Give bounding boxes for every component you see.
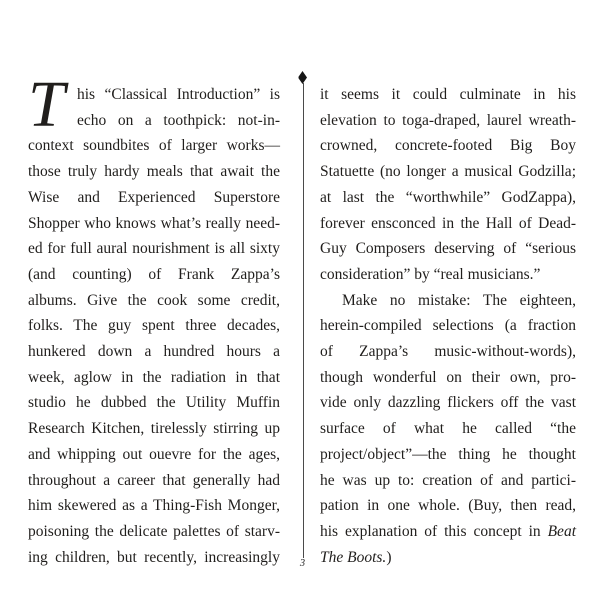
text-line: forever ensconced in the Hall of Dead- bbox=[320, 214, 576, 232]
text-line: ing children, but recently, increasingly bbox=[28, 548, 280, 566]
text-line: folks. The guy spent three decades, bbox=[28, 317, 280, 335]
text-line: The Boots.) bbox=[320, 548, 392, 566]
page-number: 3 bbox=[299, 558, 306, 569]
text-line: consideration” by “real musicians.” bbox=[320, 265, 541, 283]
text-line: Shopper who knows what’s really need- bbox=[28, 214, 280, 232]
text-line: hunkered down a hundred hours a bbox=[28, 343, 280, 361]
column-divider bbox=[297, 71, 308, 558]
text-line: surface of what he called “the bbox=[320, 420, 576, 438]
text-line: herein-compiled selections (a fraction bbox=[320, 317, 576, 335]
text-line: ed for full aural nourishment is all sixty bbox=[28, 240, 280, 258]
text-line: Research Kitchen, tirelessly stirring up bbox=[28, 420, 280, 438]
text-line: (and counting) of Frank Zappa’s bbox=[28, 265, 280, 283]
text-line: context soundbites of larger works— bbox=[28, 137, 280, 155]
text-line: throughout a career that generally had bbox=[28, 471, 280, 489]
text-line: of Zappa’s music-without-words), bbox=[320, 343, 576, 361]
text-line: though wonderful on their own, pro- bbox=[320, 368, 576, 386]
text-line: it seems it could culminate in his bbox=[320, 86, 576, 103]
text-line: Make no mistake: The eighteen, bbox=[342, 291, 576, 309]
right-column bbox=[320, 82, 576, 570]
text-line: and whipping out ouevre for the ages, bbox=[28, 445, 280, 463]
drop-cap: T bbox=[28, 68, 65, 141]
text-line: echo on a toothpick: not-in- bbox=[77, 111, 280, 129]
text-line: his “Classical Introduction” is bbox=[77, 86, 280, 103]
text-line: albums. Give the cook some credit, bbox=[28, 291, 280, 309]
text-line: those truly hardy meals that await the bbox=[28, 163, 280, 181]
text-line: poisoning the delicate palettes of starv- bbox=[28, 522, 280, 540]
text-line: Guy Composers deserving of “serious bbox=[320, 240, 576, 258]
text-line: him skewered as a Thing-Fish Monger, bbox=[28, 497, 280, 515]
text-line: week, aglow in the radiation in that bbox=[28, 368, 280, 386]
text-line: Statuette (no longer a musical Godzilla; bbox=[320, 163, 576, 181]
text-line: elevation to toga-draped, laurel wreath- bbox=[320, 111, 576, 129]
text-line: studio he dubbed the Utility Muffin bbox=[28, 394, 280, 412]
text-line: his explanation of this concept in Beat bbox=[320, 522, 576, 540]
text-line: Wise and Experienced Superstore bbox=[28, 188, 280, 206]
text-line: project/object”—the thing he thought bbox=[320, 445, 576, 463]
text-line: he was up to: creation of and partici- bbox=[320, 471, 576, 489]
text-line: vide only dazzling flickers off the vast bbox=[320, 394, 576, 412]
text-line: pation in one whole. (Buy, then read, bbox=[320, 497, 576, 515]
text-line: at last the “worthwhile” GodZappa), bbox=[320, 188, 576, 206]
left-column bbox=[28, 68, 280, 570]
text-line: crowned, concrete-footed Big Boy bbox=[320, 137, 576, 155]
divider-rule bbox=[303, 83, 304, 558]
